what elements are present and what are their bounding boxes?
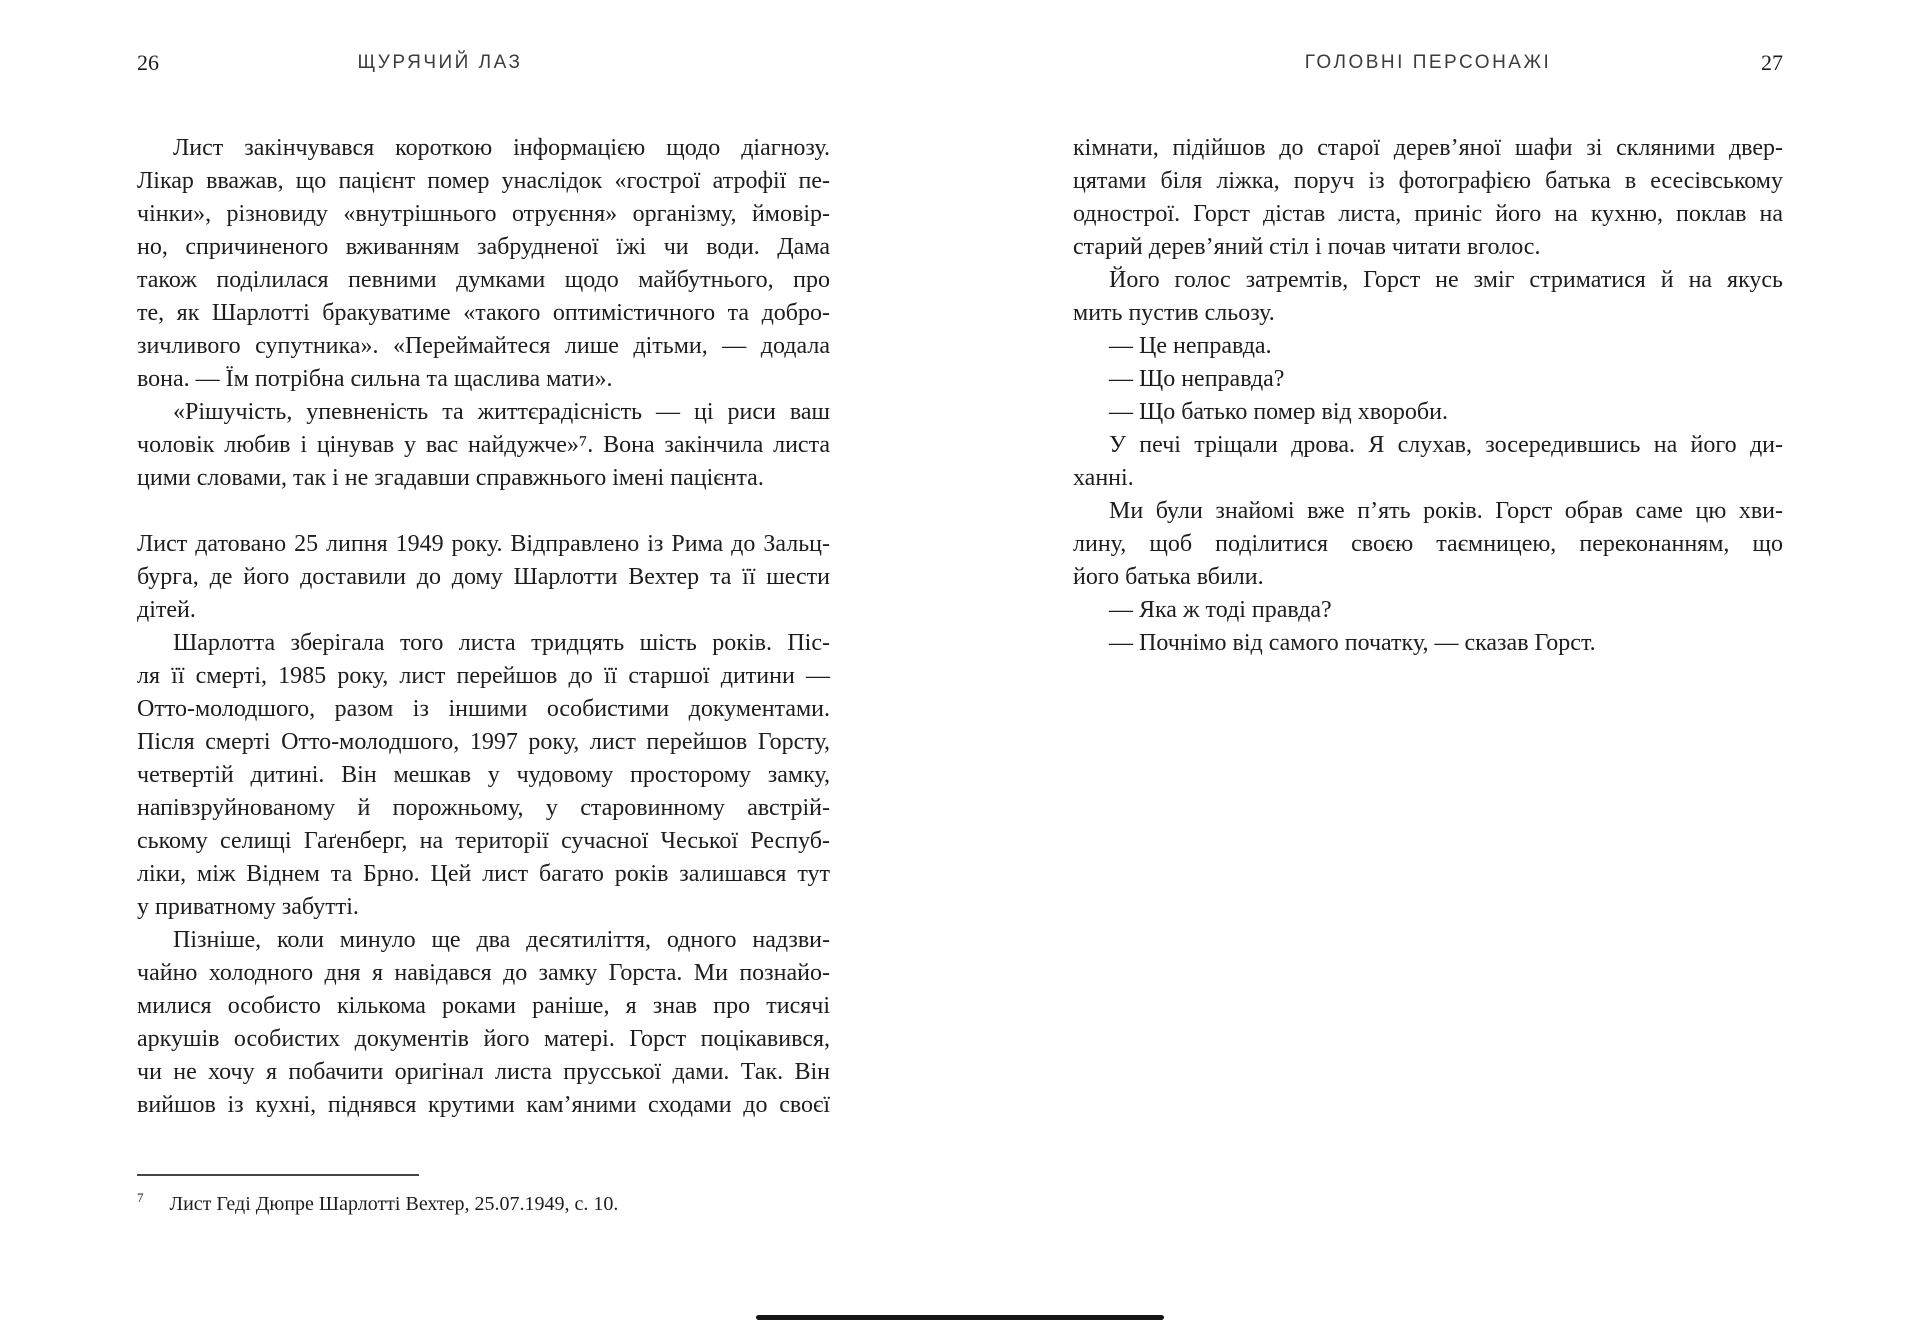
- text-line: — Це неправда.: [1109, 333, 1272, 359]
- text-line: бурга, де його доставили до дому Шарлотти Вехтер та її шести: [137, 564, 830, 590]
- text-line: — Що неправда?: [1109, 366, 1285, 392]
- text-line: чи не хочу я побачити оригінал листа прусської дами. Так. Він: [137, 1059, 830, 1085]
- text-line: мить пустив сльозу.: [1073, 300, 1275, 326]
- left-page-body: [137, 132, 830, 1122]
- text-line: лину, щоб поділитися своєю таємницею, переконанням, що: [1073, 531, 1783, 557]
- text-line: У печі тріщали дрова. Я слухав, зосередившись на його ди-: [1109, 432, 1783, 458]
- text-line: його батька вбили.: [1073, 564, 1264, 590]
- text-line: Пізніше, коли минуло ще два десятиліття, одного надзви-: [173, 927, 830, 953]
- text-line: ліки, між Віднем та Брно. Цей лист багато років залишався тут: [137, 861, 830, 887]
- text-line: кімнати, підійшов до старої дерев’яної шафи зі скляними двер-: [1073, 135, 1783, 161]
- footnote-rule: [137, 1174, 419, 1176]
- text-line: вийшов із кухні, піднявся крутими кам’яними сходами до своєї: [137, 1092, 830, 1118]
- text-line: аркушів особистих документів його матері. Горст поцікавився,: [137, 1026, 830, 1052]
- text-line: чайно холодного дня я навідався до замку Горста. Ми познайо-: [137, 960, 830, 986]
- footnote-text: Лист Геді Дюпре Шарлотті Вехтер, 25.07.1949, с. 10.: [169, 1193, 619, 1215]
- text-line: Після смерті Отто-молодшого, 1997 року, лист перейшов Горсту,: [137, 729, 830, 755]
- text-line: Лист закінчувався короткою інформацією щодо діагнозу.: [173, 135, 830, 161]
- text-line: цятами біля ліжка, поруч із фотографією батька в есесівському: [1073, 168, 1783, 194]
- text-line: Отто-молодшого, разом із іншими особистими документами.: [137, 696, 830, 722]
- text-line: вона. — Їм потрібна сильна та щаслива мати».: [137, 366, 613, 392]
- text-line: чоловік любив і цінував у вас найдужче»⁷. Вона закінчила листа: [137, 432, 830, 458]
- footnote-marker: 7: [137, 1190, 144, 1205]
- text-line: Його голос затремтів, Горст не зміг стриматися й на якусь: [1109, 267, 1783, 293]
- text-line: Лікар вважав, що пацієнт помер унаслідок «гострої атрофії пе-: [137, 168, 830, 194]
- footnote: [137, 1184, 830, 1218]
- text-line: те, як Шарлотті бракуватиме «такого оптимістичного та добро-: [137, 300, 830, 326]
- page-number-right: 27: [1761, 50, 1783, 75]
- text-line: чінки», різновиду «внутрішнього отруєння» організму, ймовір-: [137, 201, 830, 227]
- text-line: милися особисто кількома роками раніше, я знав про тисячі: [137, 993, 830, 1019]
- text-line: но, спричиненого вживанням забрудненої їжі чи води. Дама: [137, 234, 830, 260]
- text-line: старий дерев’яний стіл і почав читати вголос.: [1073, 234, 1541, 260]
- right-page-body: [1073, 132, 1783, 660]
- text-line: однострої. Горст дістав листа, приніс його на кухню, поклав на: [1073, 201, 1783, 227]
- text-line: зичливого супутника». «Переймайтеся лише дітьми, — додала: [137, 333, 830, 359]
- text-line: у приватному забутті.: [137, 894, 359, 920]
- text-line: Ми були знайомі вже п’ять років. Горст обрав саме цю хви-: [1109, 498, 1783, 524]
- text-line: — Яка ж тоді правда?: [1109, 597, 1332, 623]
- text-line: Лист датовано 25 липня 1949 року. Відправлено із Рима до Зальц-: [137, 531, 830, 557]
- running-header-right: ГОЛОВНІ ПЕРСОНАЖІ: [1304, 52, 1552, 73]
- text-line: напівзруйнованому й порожньому, у старовинному австрій-: [137, 795, 830, 821]
- text-line: «Рішучість, упевненість та життєрадісність — ці риси ваш: [173, 399, 830, 425]
- text-line: — Почнімо від самого початку, — сказав Горст.: [1109, 630, 1596, 656]
- text-line: ханні.: [1073, 465, 1134, 491]
- text-line: цими словами, так і не згадавши справжнього імені пацієнта.: [137, 465, 764, 491]
- text-line: Шарлотта зберігала того листа тридцять шість років. Піс-: [173, 630, 830, 656]
- text-line: — Що батько помер від хвороби.: [1109, 399, 1448, 425]
- text-line: ському селищі Гаґенберг, на території сучасної Чеської Респуб-: [137, 828, 830, 854]
- text-line: четвертій дитині. Він мешкав у чудовому просторому замку,: [137, 762, 830, 788]
- page-number-left: 26: [137, 50, 159, 75]
- text-line: ля її смерті, 1985 року, лист перейшов до її старшої дитини —: [137, 663, 830, 689]
- text-line: дітей.: [137, 597, 196, 623]
- home-indicator-bar[interactable]: [756, 1315, 1164, 1320]
- running-header-left: ЩУРЯЧИЙ ЛАЗ: [357, 52, 523, 73]
- text-line: також поділилася певними думками щодо майбутнього, про: [137, 267, 830, 293]
